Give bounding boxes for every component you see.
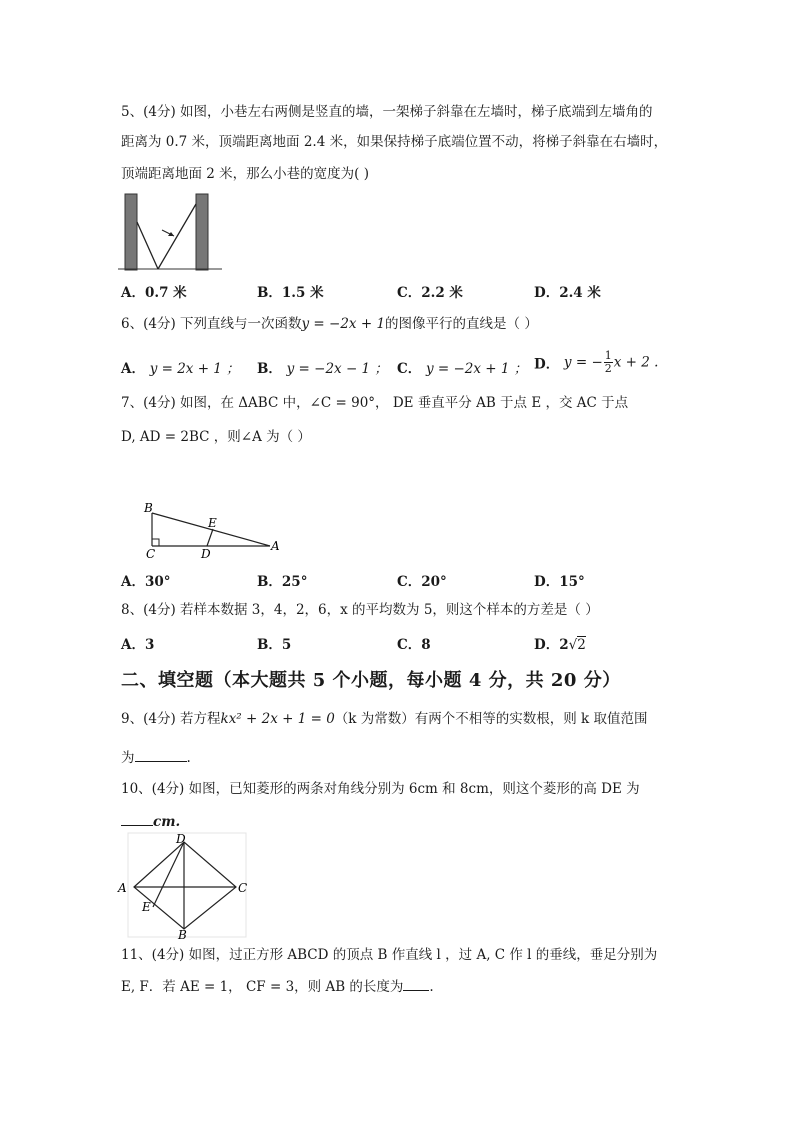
q10-label-d: D bbox=[176, 832, 186, 846]
q5-line-3: 顶端距离地面 2 米，那么小巷的宽度为( ) bbox=[121, 166, 369, 182]
q9-line-1: 9、(4分) 若方程kx² + 2x + 1 = 0（k 为常数）有两个不相等的实数根，则 k 取值范围 bbox=[121, 711, 648, 727]
q11-line-2: E, F．若 AE = 1， CF = 3，则 AB 的长度为 . bbox=[121, 976, 434, 997]
q10-unit: cm. bbox=[153, 814, 181, 830]
q9-expr: kx² + 2x + 1 = 0 bbox=[220, 711, 335, 727]
q7-option-a: A．30° bbox=[121, 574, 171, 590]
q6-option-a-expr: y = 2x + 1 ； bbox=[149, 361, 240, 377]
q6-option-b-expr: y = −2x − 1 ； bbox=[286, 361, 388, 377]
q8-line-1: 8、(4分) 若样本数据 3，4，2，6，x 的平均数为 5，则这个样本的方差是（ ） bbox=[121, 602, 599, 618]
q7-label-a: A bbox=[271, 539, 280, 553]
q6-option-d: D． y = − $\frac{1}{2}$ x + 2 . bbox=[534, 349, 659, 375]
q5-option-c: C．2.2 米 bbox=[397, 285, 463, 301]
q10-label-e: E bbox=[142, 900, 151, 914]
q7-label-c: C bbox=[146, 547, 156, 561]
q6-option-d-tail: x + 2 . bbox=[613, 354, 659, 371]
q5-option-b: B．1.5 米 bbox=[257, 285, 324, 301]
q8-option-d: D．2√2 bbox=[534, 637, 586, 653]
q7-triangle-figure bbox=[140, 498, 290, 562]
q10-line-1: 10、(4分) 如图，已知菱形的两条对角线分别为 6cm 和 8cm，则这个菱形的高 DE 为 bbox=[121, 781, 640, 797]
q7-option-c: C．20° bbox=[397, 574, 447, 590]
q8-option-d-radicand: 2 bbox=[577, 637, 586, 653]
q10-label-c: C bbox=[238, 881, 248, 895]
q8-option-c: C．8 bbox=[397, 637, 431, 653]
q10-answer-blank[interactable] bbox=[121, 811, 153, 826]
q11-line-1: 11、(4分) 如图，过正方形 ABCD 的顶点 B 作直线 l ，过 A, C 作 l 的垂线，垂足分别为 bbox=[121, 947, 658, 963]
q7-option-b: B．25° bbox=[257, 574, 308, 590]
q9-answer-blank[interactable] bbox=[135, 747, 187, 762]
q5-option-a: A．0.7 米 bbox=[121, 285, 187, 301]
q8-option-b: B．5 bbox=[257, 637, 292, 653]
q7-label-d: D bbox=[201, 547, 211, 561]
section-2-title: 二、填空题（本大题共 5 个小题，每小题 4 分，共 20 分） bbox=[121, 670, 621, 691]
q6-option-d-fraction: $\frac{1}{2}$ bbox=[604, 349, 612, 375]
q6-question bbox=[121, 314, 538, 334]
q5-line-1: 5、(4分) 如图，小巷左右两侧是竖直的墙，一架梯子斜靠在左墙时，梯子底端到左墙角的 bbox=[121, 104, 653, 120]
q10-line-2 bbox=[121, 811, 180, 832]
q6-option-c: C． y = −2x + 1 ； bbox=[397, 361, 528, 377]
q10-label-a: A bbox=[118, 881, 127, 895]
q8-option-a: A．3 bbox=[121, 637, 155, 653]
q7-label-e: E bbox=[208, 516, 217, 530]
q10-label-b: B bbox=[178, 928, 187, 942]
q9-line-2: 为 . bbox=[121, 747, 191, 768]
q6-option-a: A． y = 2x + 1 ； bbox=[121, 361, 240, 377]
q7-option-d: D．15° bbox=[534, 574, 585, 590]
q5-alley-figure bbox=[118, 192, 224, 272]
q5-line-2: 距离为 0.7 米，顶端距离地面 2.4 米，如果保持梯子底端位置不动，将梯子斜靠在右墙时， bbox=[121, 134, 668, 150]
q6-text-post: 的图像平行的直线是（ ） bbox=[385, 316, 538, 332]
q7-line-1: 7、(4分) 如图，在 ΔABC 中，∠C = 90°， DE 垂直平分 AB 于点 E ，交 AC 于点 bbox=[121, 395, 629, 411]
q6-text-pre: 6、(4分) 下列直线与一次函数 bbox=[121, 316, 302, 332]
q6-expr: y = −2x + 1 bbox=[301, 316, 386, 332]
q5-option-d: D．2.4 米 bbox=[534, 285, 601, 301]
q7-line-2: D, AD = 2BC ，则∠A 为（ ） bbox=[121, 429, 311, 445]
q11-answer-blank[interactable] bbox=[403, 976, 429, 991]
q7-label-b: B bbox=[144, 501, 153, 515]
q6-option-d-expr: y = − bbox=[563, 354, 603, 371]
q6-option-c-expr: y = −2x + 1 ； bbox=[425, 361, 528, 377]
q6-option-b: B． y = −2x − 1 ； bbox=[257, 361, 388, 377]
q10-rhombus-figure bbox=[116, 831, 250, 941]
